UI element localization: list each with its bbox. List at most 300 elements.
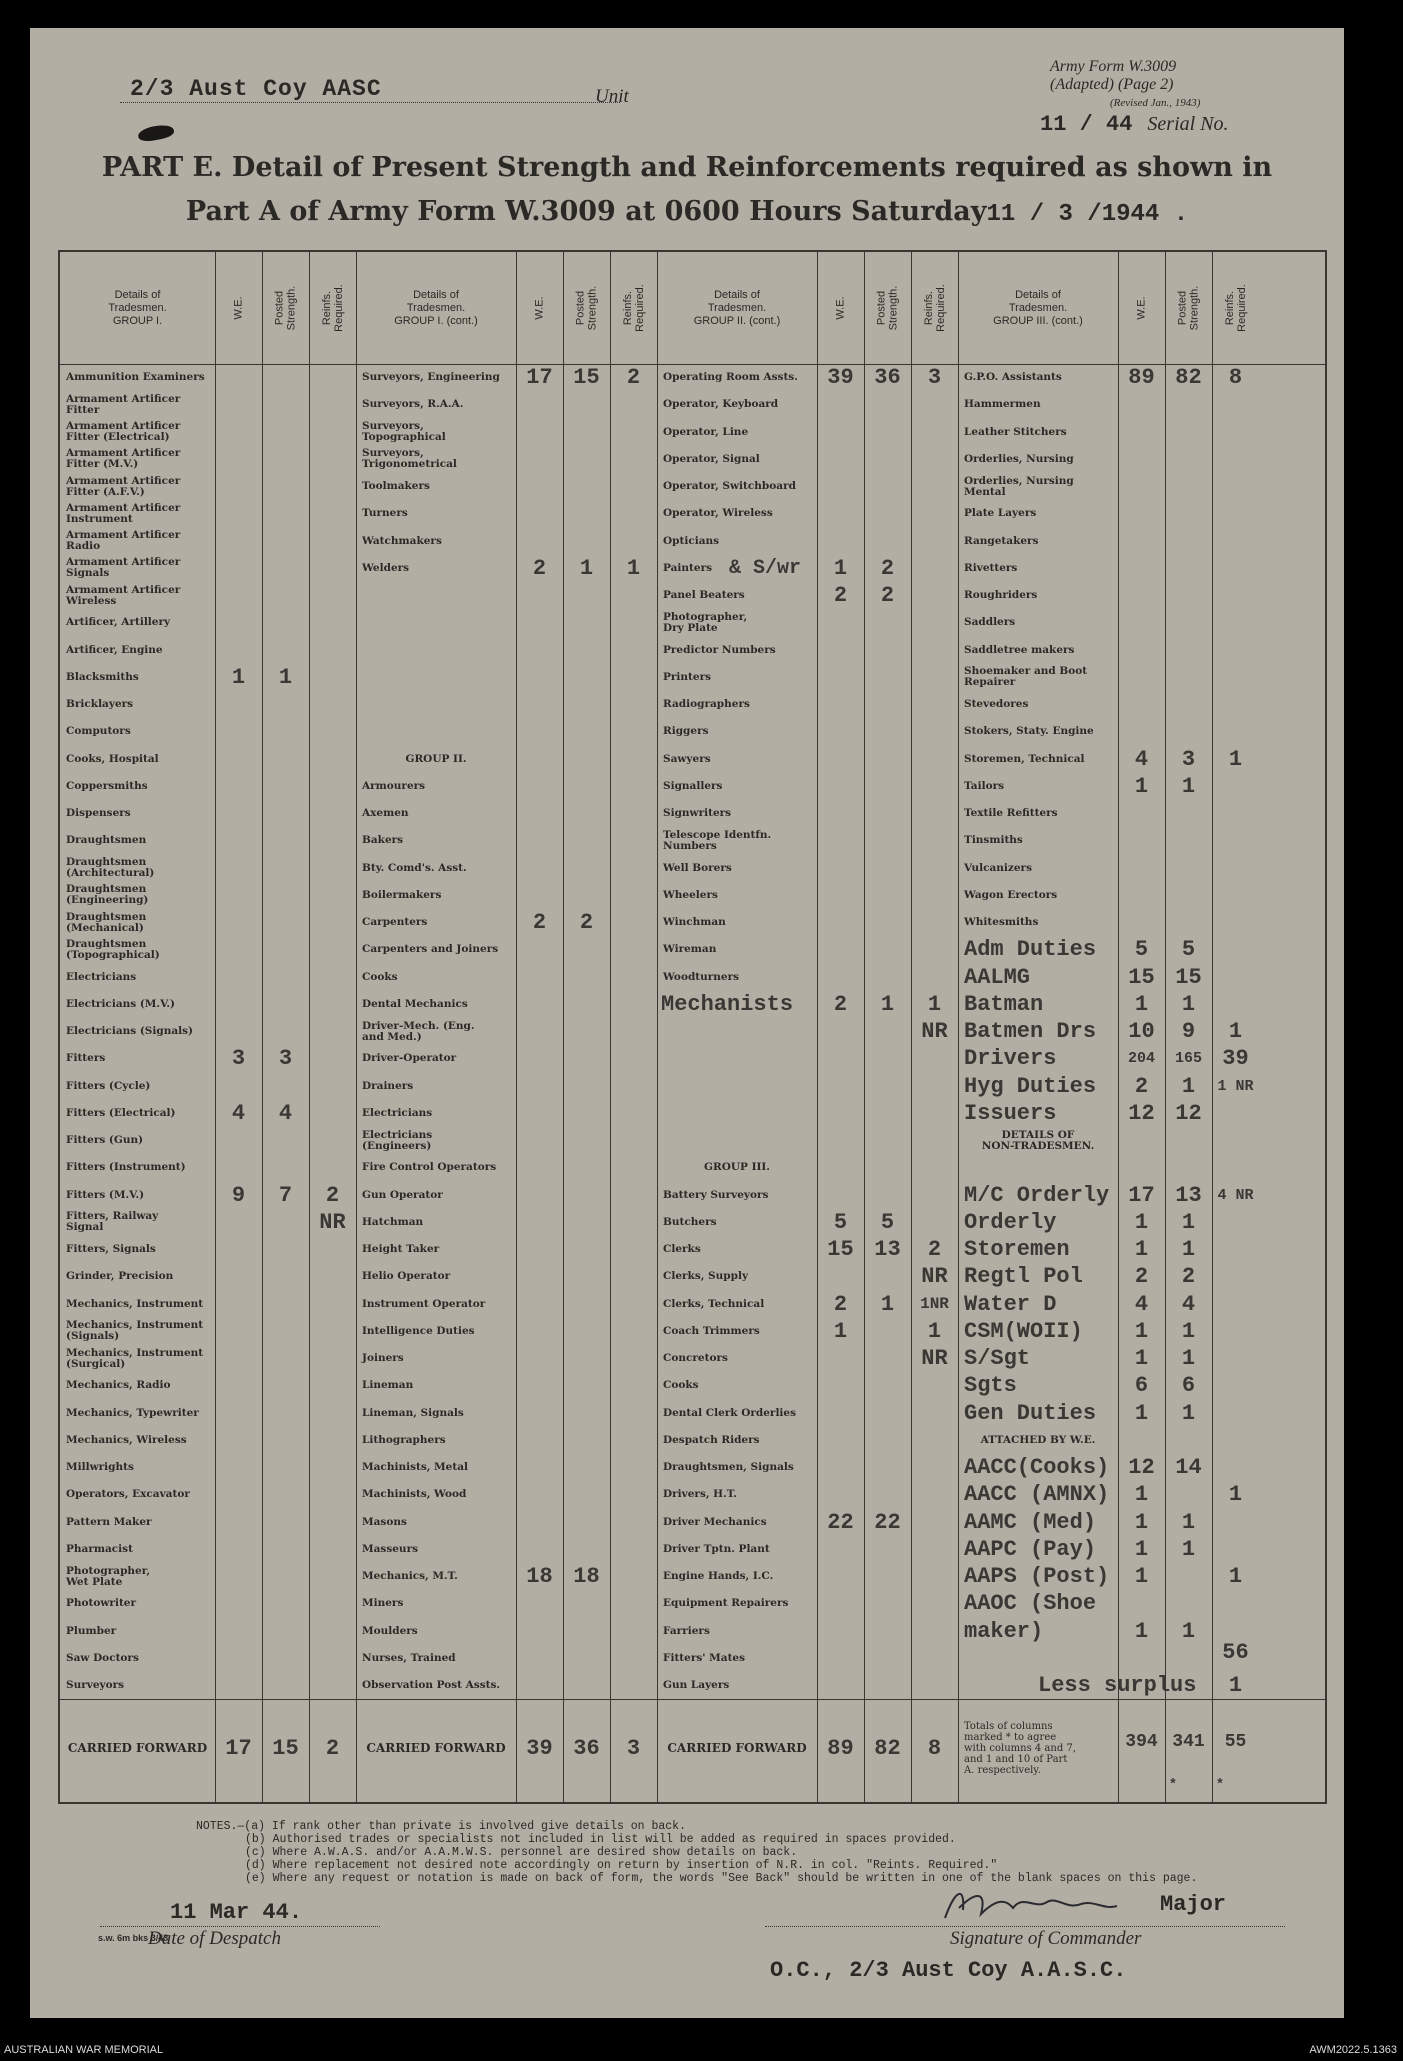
row-label: Fire Control Operators <box>362 1161 497 1174</box>
row-label: Surveyors, R.A.A. <box>362 398 464 411</box>
row-label: Draughtsmen, Signals <box>663 1461 794 1473</box>
unit-line <box>120 102 620 103</box>
row-label: Coppersmiths <box>66 779 148 792</box>
row-label: Storemen, Technical <box>964 752 1085 765</box>
row-label: Lineman, Signals <box>362 1406 464 1419</box>
typed-cell-we: 4 <box>1134 1291 1149 1317</box>
surplus-subtotal: 56 <box>1222 1639 1249 1665</box>
row-label: Rangetakers <box>964 534 1039 547</box>
cell-we: 2 <box>833 583 848 608</box>
typed-cell-ps: 1 <box>1181 1618 1196 1644</box>
typed-cell-we: 17 <box>1128 1182 1155 1208</box>
unit-value: 2/3 Aust Coy AASC <box>130 76 382 102</box>
row-label: Operator, Keyboard <box>663 398 779 411</box>
cell-we: 2 <box>833 991 848 1017</box>
row-label: Observation Post Assts. <box>362 1679 501 1691</box>
row-label: Dispensers <box>66 807 131 819</box>
row-label: Mechanics, Instrument <box>66 1297 204 1310</box>
column-header-reinfs-text: Reinfs. Required. <box>621 284 646 332</box>
row-label: Plate Layers <box>964 507 1037 520</box>
typed-cell-rr: 4 NR <box>1217 1186 1254 1204</box>
row-label: Radiographers <box>663 698 750 710</box>
cell-rr: 1 <box>1228 746 1243 772</box>
row-label: Driver Tptn. Plant <box>663 1542 770 1555</box>
typed-row-label: AAPC (Pay) <box>964 1536 1097 1562</box>
typed-row-label: Hyg Duties <box>964 1073 1097 1099</box>
row-label: Surveyors, Engineering <box>362 371 500 383</box>
column-header-posted-text: Posted Strength. <box>273 285 298 331</box>
typed-cell-ps: 1 <box>1181 1509 1196 1535</box>
row-label: Electricians <box>362 1106 433 1119</box>
cell-we: 1 <box>833 555 848 581</box>
row-label: Orderlies, Nursing Mental <box>964 474 1074 498</box>
column-header-we <box>817 252 864 364</box>
row-label: Bakers <box>362 834 404 847</box>
typed-cell-ps: 14 <box>1175 1455 1202 1480</box>
carried-forward-label: CARRIED FORWARD <box>667 1741 807 1756</box>
column-header-reinfs-text: Reinfs. Required. <box>1223 284 1248 332</box>
cell-we: 1 <box>231 664 246 690</box>
carried-forward-ps: 36 <box>573 1736 600 1762</box>
cell-rr: 2 <box>626 365 641 390</box>
carried-forward-rr: 3 <box>626 1736 641 1762</box>
typed-row-label: Gen Duties <box>964 1400 1097 1426</box>
typed-cell-we: 1 <box>1134 1482 1149 1508</box>
row-label: Intelligence Duties <box>362 1324 475 1337</box>
row-label: Farriers <box>663 1624 710 1637</box>
typed-cell-we: 5 <box>1134 937 1149 963</box>
totals-we: 394 <box>1125 1732 1158 1753</box>
row-label: Blacksmiths <box>66 670 139 683</box>
row-label: Mechanics, Typewriter <box>66 1406 199 1419</box>
cell-we: 4 <box>1134 746 1149 772</box>
typed-cell-we: 1 <box>1134 991 1149 1017</box>
typed-row-label: AAPS (Post) <box>964 1564 1110 1589</box>
row-label: Photowriter <box>66 1597 137 1610</box>
typed-cell-ps: 4 <box>1181 1291 1196 1317</box>
row-label: Armourers <box>362 779 426 792</box>
column-divider <box>262 252 263 1802</box>
row-label: Clerks, Technical <box>663 1297 765 1310</box>
row-label: Draughtsmen (Topographical) <box>66 937 160 961</box>
row-label: Fitters (Electrical) <box>66 1106 176 1119</box>
typed-row-label: Issuers <box>964 1100 1057 1126</box>
typed-cell-we: 1 <box>1134 1618 1149 1644</box>
typed-cell-ps: 165 <box>1174 1050 1202 1068</box>
row-label: Operator, Wireless <box>663 507 773 520</box>
row-label: Saw Doctors <box>66 1651 139 1664</box>
typed-row-label: Regtl Pol <box>964 1264 1083 1290</box>
row-label: Joiners <box>362 1352 404 1364</box>
serial-number <box>1040 112 1229 137</box>
row-label: Toolmakers <box>362 480 430 492</box>
row-label: Roughriders <box>964 589 1038 601</box>
typed-cell-we: 1 <box>1134 1400 1149 1426</box>
carried-forward-rr: 8 <box>927 1736 942 1762</box>
cell-ps: 2 <box>880 555 895 581</box>
column-divider <box>958 252 959 1802</box>
row-label: Wheelers <box>663 888 718 901</box>
row-label: Electricians (Engineers) <box>362 1128 433 1152</box>
typed-cell-ps: 12 <box>1175 1100 1202 1126</box>
row-label: Wagon Erectors <box>964 888 1058 901</box>
typed-row-label: AAOC (Shoe <box>964 1591 1097 1617</box>
typed-cell-rr: 39 <box>1222 1046 1249 1072</box>
typed-cell-we: 1 <box>1134 1346 1149 1371</box>
row-label: Operator, Line <box>663 425 749 438</box>
row-label: Mechanics, Radio <box>66 1379 171 1392</box>
row-label: Saddletree makers <box>964 643 1075 656</box>
column-header-posted-text: Posted Strength. <box>1176 285 1201 331</box>
row-label: Mechanics, Instrument (Surgical) <box>66 1346 204 1370</box>
row-label: Lineman <box>362 1379 414 1392</box>
group-header: Details of Tradesmen. GROUP I. (cont.) <box>394 288 478 327</box>
note-a: NOTES.—(a) If rank other than private is involved give details on back. <box>196 1820 686 1833</box>
typed-cell-ps: 5 <box>1181 937 1196 963</box>
ink-blot <box>137 122 175 143</box>
typed-cell-ps: 9 <box>1181 1019 1196 1044</box>
typed-row-label: AACC(Cooks) <box>964 1455 1110 1480</box>
row-label: Clerks, Supply <box>663 1270 749 1283</box>
row-label: Masseurs <box>362 1542 419 1555</box>
row-label: Fitters (Cycle) <box>66 1079 151 1092</box>
form-identifier <box>1050 58 1200 112</box>
row-label: Textile Refitters <box>964 807 1058 819</box>
despatch-date: 11 Mar 44. <box>170 1900 303 1925</box>
section-heading-nontrades: DETAILS OF NON-TRADESMEN. <box>981 1128 1095 1152</box>
row-label: Operators, Excavator <box>66 1488 190 1501</box>
column-header-posted <box>1165 252 1212 364</box>
serial-value: 11 / 44 <box>1040 112 1133 137</box>
row-label: GROUP III. <box>704 1161 770 1174</box>
row-label: GROUP II. <box>405 752 467 765</box>
row-label: Operator, Switchboard <box>663 480 796 492</box>
row-label: Butchers <box>663 1215 717 1228</box>
typed-cell-we: 10 <box>1128 1019 1155 1044</box>
row-label: Electricians (M.V.) <box>66 997 176 1010</box>
column-header-reinfs <box>1212 252 1259 364</box>
typed-cell-ps: 1 <box>1181 1536 1196 1562</box>
notes <box>196 1820 1197 1885</box>
column-header-we-text: W.E. <box>232 296 245 320</box>
typed-cell-rr: 1 NR <box>1217 1077 1254 1095</box>
cell-rr: 1NR <box>920 1294 949 1313</box>
typed-cell-ps: 1 <box>1181 1318 1196 1344</box>
carried-forward-ps: 15 <box>272 1736 299 1762</box>
row-label: Helio Operator <box>362 1270 451 1283</box>
note-c: (c) Where A.W.A.S. and/or A.A.M.W.S. personnel are desired show details on back. <box>245 1846 798 1859</box>
typed-row-label: AACC (AMNX) <box>964 1482 1110 1508</box>
cell-ps: 1 <box>278 664 293 690</box>
typed-cell-ps: 15 <box>1175 964 1202 990</box>
row-label: Armament Artificer Fitter (A.F.V.) <box>66 474 181 498</box>
cell-we: 17 <box>526 365 553 390</box>
typed-cell-we: 12 <box>1128 1455 1155 1480</box>
typed-cell-ps: 2 <box>1181 1264 1196 1290</box>
typed-cell-we: 1 <box>1134 1564 1149 1589</box>
signature-rank: Major <box>1160 1892 1227 1917</box>
carried-forward-ps: 82 <box>874 1736 901 1762</box>
row-label: Armament Artificer Fitter (M.V.) <box>66 447 181 471</box>
row-label: Cooks <box>362 970 398 983</box>
group-header: Details of Tradesmen. GROUP III. (cont.) <box>993 288 1083 327</box>
row-label: Carpenters <box>362 916 428 928</box>
column-divider <box>356 252 357 1802</box>
row-label: Orderlies, Nursing <box>964 452 1074 465</box>
row-label: Draughtsmen (Engineering) <box>66 883 149 907</box>
cell-rr: NR <box>319 1209 346 1235</box>
column-header-reinfs <box>911 252 958 364</box>
row-label: Leather Stitchers <box>964 425 1067 438</box>
row-label: Bty. Comd's. Asst. <box>362 861 467 874</box>
cell-ps: 2 <box>880 583 895 608</box>
row-label: Opticians <box>663 534 720 547</box>
cell-we: 2 <box>532 910 547 935</box>
cell-ps: 3 <box>1181 746 1196 772</box>
row-label: Armament Artificer Instrument <box>66 501 181 525</box>
cell-rr: 2 <box>927 1237 942 1262</box>
cell-ps: 2 <box>579 910 594 935</box>
row-label: Hatchman <box>362 1215 424 1228</box>
column-header-reinfs-text: Reinfs. Required. <box>320 284 345 332</box>
row-label: Gun Layers <box>663 1679 730 1691</box>
carried-forward-label: CARRIED FORWARD <box>366 1741 506 1756</box>
row-label: Fitters, Railway Signal <box>66 1210 159 1234</box>
row-label: Instrument Operator <box>362 1297 486 1310</box>
row-label: Draughtsmen (Architectural) <box>66 856 155 879</box>
despatch-label: Date of Despatch <box>148 1928 281 1949</box>
row-label: Artificer, Engine <box>66 643 163 656</box>
row-label: Axemen <box>362 807 409 819</box>
row-label: Driver-Mech. (Eng. and Med.) <box>362 1019 475 1043</box>
cell-we: 5 <box>833 1209 848 1235</box>
column-divider <box>309 252 310 1802</box>
cell-rr: NR <box>921 1019 948 1044</box>
row-label: Artificer, Artillery <box>66 616 171 629</box>
row-label: Shoemaker and Boot Repairer <box>964 665 1088 689</box>
cell-ps: 4 <box>278 1100 293 1126</box>
row-label: Despatch Riders <box>663 1433 760 1446</box>
carried-forward-we: 39 <box>526 1736 553 1762</box>
row-label: Engine Hands, I.C. <box>663 1570 774 1582</box>
row-label: Driver-Operator <box>362 1052 457 1065</box>
row-label: Millwrights <box>66 1461 134 1473</box>
cell-we: 15 <box>827 1237 854 1262</box>
cell-rr: NR <box>921 1346 948 1371</box>
cell-ps: 1 <box>1181 773 1196 799</box>
group-header: Details of Tradesmen. GROUP II. (cont.) <box>693 288 781 327</box>
row-label: Surveyors, Topographical <box>362 420 446 443</box>
typed-cell-we: 2 <box>1134 1073 1149 1099</box>
row-label: Welders <box>362 561 410 574</box>
column-divider <box>817 252 818 1802</box>
cell-we: 1 <box>1134 773 1149 799</box>
row-label: Printers <box>663 670 712 683</box>
column-divider <box>215 252 216 1802</box>
typed-row-label: maker) <box>964 1618 1044 1644</box>
form-name: Army Form W.3009 <box>1050 58 1177 75</box>
typed-cell-rr: 1 <box>1228 1482 1243 1508</box>
row-label: Machinists, Wood <box>362 1488 467 1501</box>
typed-cell-we: 12 <box>1128 1100 1155 1126</box>
carried-forward-divider <box>60 1699 1325 1700</box>
typed-cell-ps: 13 <box>1175 1182 1202 1208</box>
column-header-reinfs <box>309 252 356 364</box>
cell-ps: 1 <box>880 1291 895 1317</box>
row-label: Cooks, Hospital <box>66 752 159 765</box>
row-label: Whitesmiths <box>964 916 1039 928</box>
column-header-reinfs-text: Reinfs. Required. <box>922 284 947 332</box>
column-header-we <box>215 252 262 364</box>
typed-cell-we: 2 <box>1134 1264 1149 1290</box>
cell-ps: 15 <box>573 365 600 390</box>
row-label: Armament Artificer Signals <box>66 556 181 580</box>
cell-ps: 3 <box>278 1046 293 1072</box>
cell-rr: 3 <box>927 365 942 390</box>
typed-cell-we: 1 <box>1134 1209 1149 1235</box>
row-label: Masons <box>362 1515 407 1528</box>
cell-ps: 5 <box>880 1209 895 1235</box>
carried-forward-rr: 2 <box>325 1736 340 1762</box>
row-label: Photographer, Wet Plate <box>66 1564 151 1588</box>
note-b: (b) Authorised trades or specialists not included in list will be added as required in spaces provided. <box>245 1833 956 1846</box>
row-label: Winchman <box>663 916 726 928</box>
row-label: Armament Artificer Radio <box>66 529 181 552</box>
row-label: Lithographers <box>362 1433 446 1446</box>
row-label: Vulcanizers <box>964 861 1033 874</box>
column-header-posted <box>864 252 911 364</box>
signature-line <box>765 1926 1285 1927</box>
typed-cell-we: 1 <box>1134 1536 1149 1562</box>
archive-credit: AUSTRALIAN WAR MEMORIAL <box>4 2044 164 2056</box>
section-heading-attached: ATTACHED BY W.E. <box>980 1433 1096 1446</box>
typed-cell-rr: 1 <box>1228 1019 1243 1044</box>
title-line-2 <box>30 196 1344 228</box>
row-label: Machinists, Metal <box>362 1461 468 1473</box>
row-label: Tinsmiths <box>964 834 1023 847</box>
typed-row-label: AALMG <box>964 964 1031 990</box>
cell-ps: 22 <box>874 1509 901 1535</box>
row-label: Turners <box>362 507 408 520</box>
form-adapted: (Adapted) (Page 2) <box>1050 76 1174 93</box>
row-label: Signwriters <box>663 807 732 819</box>
row-label: Saddlers <box>964 616 1016 629</box>
row-label: Fitters (M.V.) <box>66 1188 145 1201</box>
row-label: Computors <box>66 725 131 738</box>
typed-cell-ps: 1 <box>1181 1073 1196 1099</box>
typed-row-label: CSM(WOII) <box>964 1318 1083 1344</box>
typed-row-label: Storemen <box>964 1237 1070 1262</box>
row-label: Mechanics, Instrument (Signals) <box>66 1319 204 1343</box>
row-label: Concretors <box>663 1352 728 1364</box>
row-label: Drivers, H.T. <box>663 1488 737 1501</box>
row-label: Fitters (Gun) <box>66 1134 144 1146</box>
row-label: Draughtsmen (Mechanical) <box>66 910 147 934</box>
column-header-we-text: W.E. <box>533 296 546 320</box>
row-label: Riggers <box>663 725 709 738</box>
form-revised: (Revised Jan., 1943) <box>1110 97 1201 109</box>
cell-ps: 1 <box>880 991 895 1017</box>
typed-row-label: M/C Orderly <box>964 1182 1110 1208</box>
row-label: Armament Artificer Wireless <box>66 583 181 607</box>
row-label: Electricians <box>66 970 137 983</box>
row-label: Signallers <box>663 779 723 792</box>
typed-row-label: Batman <box>964 991 1044 1017</box>
row-label: Driver Mechanics <box>663 1515 767 1528</box>
row-label: Wireman <box>663 943 717 956</box>
row-label: Moulders <box>362 1624 418 1637</box>
row-label: Mechanics, Wireless <box>66 1433 187 1446</box>
row-label: Bricklayers <box>66 698 134 710</box>
row-label: Painters <box>663 561 713 574</box>
row-label: Plumber <box>66 1624 117 1637</box>
cell-we: 9 <box>231 1182 246 1208</box>
column-header-posted-text: Posted Strength. <box>574 285 599 331</box>
serial-label: Serial No. <box>1147 113 1229 135</box>
typed-row-label: S/Sgt <box>964 1346 1031 1371</box>
column-header-we-text: W.E. <box>834 296 847 320</box>
typed-row-label: Water D <box>964 1291 1057 1317</box>
row-label: Fitters <box>66 1052 106 1065</box>
typed-cell-we: 1 <box>1134 1318 1149 1344</box>
cell-we: 3 <box>231 1046 246 1072</box>
row-label: Surveyors <box>66 1679 125 1691</box>
row-label: Telescope Identfn. Numbers <box>663 828 772 852</box>
row-label: Fitters' Mates <box>663 1651 746 1664</box>
row-label: Stokers, Staty. Engine <box>964 725 1094 738</box>
commander-title: O.C., 2/3 Aust Coy A.A.S.C. <box>770 1958 1127 1983</box>
typed-row-label: Orderly <box>964 1209 1057 1235</box>
cell-we: 1 <box>833 1318 848 1344</box>
row-label: Surveyors, Trigonometrical <box>362 447 457 471</box>
despatch-line <box>100 1926 380 1927</box>
totals-rr: 55 <box>1224 1732 1247 1753</box>
cell-rr: 2 <box>325 1182 340 1208</box>
typed-cell-we: 204 <box>1127 1050 1155 1068</box>
typed-row-label: Adm Duties <box>964 937 1097 963</box>
cell-rr: NR <box>921 1264 948 1290</box>
column-header-posted <box>262 252 309 364</box>
carried-forward-label: CARRIED FORWARD <box>67 1741 208 1756</box>
row-label: G.P.O. Assistants <box>964 371 1062 383</box>
row-label: Fitters, Signals <box>66 1243 156 1255</box>
typed-cell-ps: 1 <box>1181 1237 1196 1262</box>
cell-we: 22 <box>827 1509 854 1535</box>
row-label: Tailors <box>964 779 1005 792</box>
row-label: Pattern Maker <box>66 1515 152 1528</box>
cell-ps: 13 <box>874 1237 901 1262</box>
row-label: Drainers <box>362 1079 414 1092</box>
signature-label: Signature of Commander <box>950 1928 1142 1949</box>
row-label: Mechanics, M.T. <box>362 1570 458 1582</box>
cell-we: 2 <box>532 555 547 581</box>
typed-cell-ps: 1 <box>1181 1400 1196 1426</box>
printer-mark: s.w. 6m bks 3/43 <box>98 1933 169 1943</box>
cell-we: 89 <box>1128 365 1155 390</box>
typed-row-label: Sgts <box>964 1373 1017 1399</box>
group-header: Details of Tradesmen. GROUP I. <box>108 288 167 327</box>
totals-ps: 341 <box>1172 1732 1205 1753</box>
cell-ps: 82 <box>1175 365 1202 390</box>
row-label: Sawyers <box>663 752 711 765</box>
painters-addition: & S/wr <box>729 556 802 580</box>
column-header-posted-text: Posted Strength. <box>875 285 900 331</box>
typed-row-label: Batmen Drs <box>964 1019 1097 1044</box>
row-label: Grinder, Precision <box>66 1270 174 1283</box>
title-date: 11 / 3 /1944 . <box>986 201 1189 228</box>
row-label: Pharmacist <box>66 1542 133 1555</box>
row-label: Hammermen <box>964 398 1041 411</box>
